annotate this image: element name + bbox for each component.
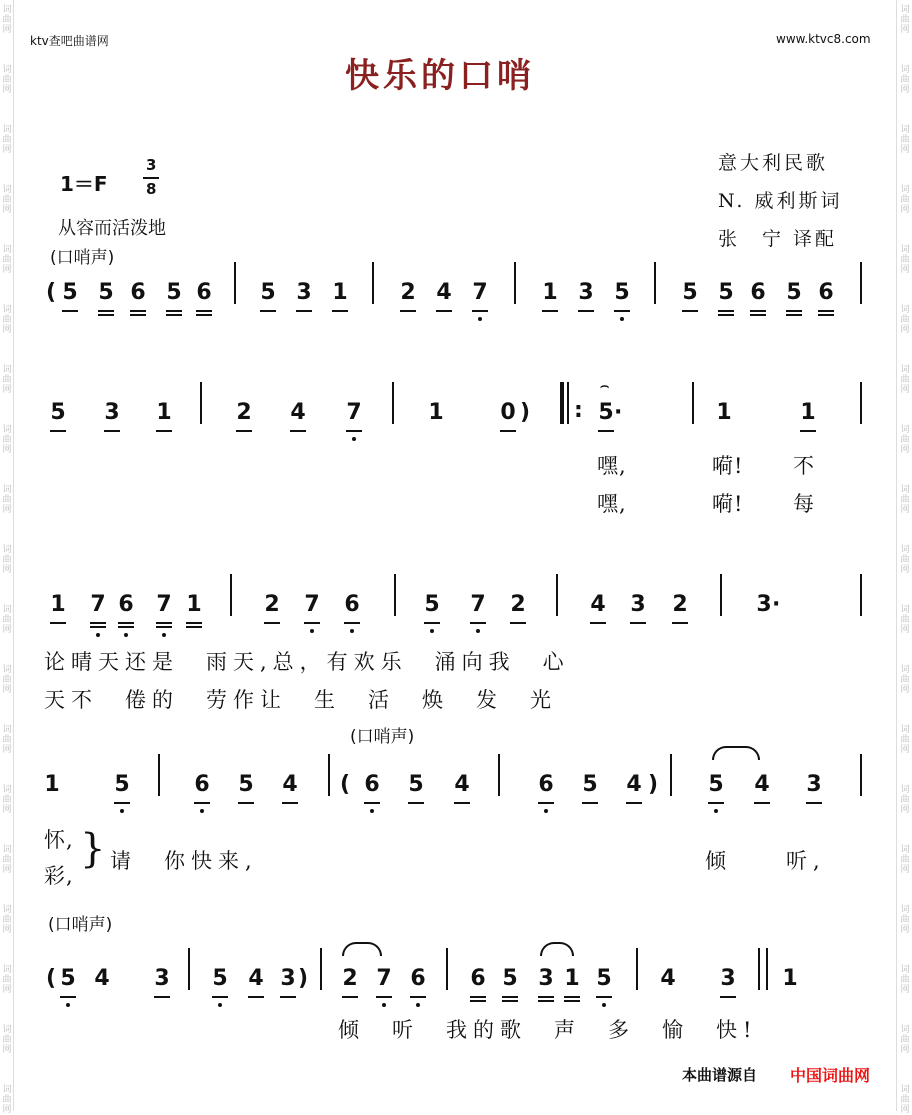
score-note: 5	[408, 772, 424, 797]
bar-line	[200, 382, 202, 424]
bar-line	[758, 948, 760, 990]
score-note: 5	[50, 400, 66, 425]
underline-beam	[296, 310, 312, 312]
score-note: 5	[238, 772, 254, 797]
watermark-text: 词 曲 网	[2, 485, 12, 515]
score-note: 5	[786, 280, 802, 305]
underline-beam	[344, 622, 360, 624]
underline-beam	[98, 310, 114, 312]
watermark-text: 词 曲 网	[900, 965, 910, 995]
watermark-text: 词 曲 网	[2, 365, 12, 395]
underline-beam	[538, 996, 554, 998]
underline-beam	[818, 314, 834, 316]
score-note: 5	[596, 966, 612, 991]
score-note: 1	[716, 400, 732, 425]
octave-dot	[478, 317, 482, 321]
bar-line	[372, 262, 374, 304]
underline-beam	[90, 622, 106, 624]
underline-beam	[280, 996, 296, 998]
lyric-cai: 彩,	[44, 864, 74, 888]
score-note: 7	[376, 966, 392, 991]
underline-beam	[98, 314, 114, 316]
lyric-hey-2: 嘿,	[597, 492, 627, 516]
slur-arc	[342, 942, 382, 956]
whistle-label-2: (口哨声)	[350, 727, 415, 747]
bar-line	[636, 948, 638, 990]
watermark-text: 词 曲 网	[2, 305, 12, 335]
score-note: 5	[708, 772, 724, 797]
score-note: 6	[118, 592, 134, 617]
bar-line	[514, 262, 516, 304]
score-note: 2	[510, 592, 526, 617]
time-sig-line	[143, 177, 159, 179]
watermark-text: 词 曲 网	[2, 1025, 12, 1055]
score-note: 6	[196, 280, 212, 305]
score-note: 6	[750, 280, 766, 305]
tempo-marking: 从容而活泼地	[58, 218, 166, 239]
score-note: 4	[290, 400, 306, 425]
underline-beam	[264, 622, 280, 624]
whistle-label-1: (口哨声)	[50, 248, 115, 268]
underline-beam	[436, 310, 452, 312]
score-symbol: )	[520, 400, 531, 425]
watermark-text: 词 曲 网	[900, 305, 910, 335]
score-note: 1	[50, 592, 66, 617]
underline-beam	[282, 802, 298, 804]
watermark-text: 词 曲 网	[2, 785, 12, 815]
site-url-right: www.ktvc8.com	[776, 32, 871, 46]
score-note: 5	[212, 966, 228, 991]
score-symbol: )	[648, 772, 659, 797]
source-site: 中国词曲网	[790, 1066, 871, 1085]
underline-beam	[130, 310, 146, 312]
octave-dot	[162, 633, 166, 637]
score-note: 5	[166, 280, 182, 305]
score-note: 1	[156, 400, 172, 425]
underline-beam	[62, 310, 78, 312]
score-note: 7	[472, 280, 488, 305]
score-note: 3	[538, 966, 554, 991]
score-note: 1	[800, 400, 816, 425]
octave-dot	[200, 809, 204, 813]
underline-beam	[346, 430, 362, 432]
underline-beam	[720, 996, 736, 998]
score-note: 7	[470, 592, 486, 617]
octave-dot	[96, 633, 100, 637]
score-note: 5	[114, 772, 130, 797]
underline-beam	[156, 622, 172, 624]
score-note: 6	[470, 966, 486, 991]
bar-line	[860, 754, 862, 796]
underline-beam	[166, 314, 182, 316]
brace-icon: }	[80, 826, 107, 872]
score-note: 6	[194, 772, 210, 797]
underline-beam	[538, 1000, 554, 1002]
underline-beam	[510, 622, 526, 624]
lyric-final-line: 倾 听 我的歌 声 多 愉 快!	[338, 1018, 758, 1042]
lyric-bu: 不	[793, 454, 815, 478]
score-note: 3	[154, 966, 170, 991]
watermark-text: 词 曲 网	[900, 545, 910, 575]
underline-beam	[156, 430, 172, 432]
underline-beam	[342, 996, 358, 998]
underline-beam	[400, 310, 416, 312]
score-note: 2	[236, 400, 252, 425]
score-note: 5	[682, 280, 698, 305]
bar-line	[230, 574, 232, 616]
underline-beam	[470, 622, 486, 624]
lyric-come-quick: 请 你快来,	[110, 849, 258, 873]
score-note: 2	[400, 280, 416, 305]
score-symbol: :	[574, 398, 583, 423]
watermark-text: 词 曲 网	[900, 5, 910, 35]
octave-dot	[124, 633, 128, 637]
score-note: 4	[660, 966, 676, 991]
underline-beam	[60, 996, 76, 998]
key-signature: 1＝F	[60, 172, 108, 196]
underline-beam	[194, 802, 210, 804]
underline-beam	[718, 314, 734, 316]
underline-beam	[196, 314, 212, 316]
score-note: 3	[630, 592, 646, 617]
underline-beam	[502, 1000, 518, 1002]
score-note: 1	[564, 966, 580, 991]
underline-beam	[500, 430, 516, 432]
underline-beam	[786, 310, 802, 312]
watermark-text: 词 曲 网	[900, 725, 910, 755]
underline-beam	[454, 802, 470, 804]
octave-dot	[714, 809, 718, 813]
underline-beam	[470, 1000, 486, 1002]
octave-dot	[544, 809, 548, 813]
score-note: 1	[542, 280, 558, 305]
score-symbol: (	[340, 772, 351, 797]
watermark-text: 词 曲 网	[900, 65, 910, 95]
score-note: 5	[502, 966, 518, 991]
score-note: 1	[332, 280, 348, 305]
underline-beam	[248, 996, 264, 998]
score-note: 5	[260, 280, 276, 305]
watermark-text: 词 曲 网	[900, 785, 910, 815]
underline-beam	[718, 310, 734, 312]
underline-beam	[236, 430, 252, 432]
octave-dot	[416, 1003, 420, 1007]
score-note: 6	[538, 772, 554, 797]
underline-beam	[290, 430, 306, 432]
bar-line	[392, 382, 394, 424]
score-note: 5	[62, 280, 78, 305]
lyric-ho-2: 嗬!	[712, 492, 744, 516]
score-note: 1	[44, 772, 60, 797]
bar-line	[328, 754, 330, 796]
watermark-text: 词 曲 网	[900, 185, 910, 215]
score-note: 2	[264, 592, 280, 617]
score-symbol: (	[46, 966, 57, 991]
underline-beam	[538, 802, 554, 804]
underline-beam	[672, 622, 688, 624]
underline-beam	[626, 802, 642, 804]
score-note: 2	[342, 966, 358, 991]
underline-beam	[212, 996, 228, 998]
score-note: 6	[818, 280, 834, 305]
octave-dot	[382, 1003, 386, 1007]
underline-beam	[50, 430, 66, 432]
underline-beam	[614, 310, 630, 312]
bar-line	[654, 262, 656, 304]
watermark-text: 词 曲 网	[2, 905, 12, 935]
watermark-text: 词 曲 网	[2, 425, 12, 455]
credit-lyricist: N. 威利斯词	[718, 190, 843, 212]
bar-line	[692, 382, 694, 424]
watermark-text: 词 曲 网	[900, 365, 910, 395]
time-sig-bottom: 8	[146, 180, 157, 198]
watermark-text: 词 曲 网	[900, 245, 910, 275]
score-note: 1	[782, 966, 798, 991]
underline-beam	[564, 996, 580, 998]
underline-beam	[364, 802, 380, 804]
octave-dot	[66, 1003, 70, 1007]
underline-beam	[196, 310, 212, 312]
score-note: 4	[454, 772, 470, 797]
underline-beam	[186, 626, 202, 628]
watermark-text: 词 曲 网	[2, 5, 12, 35]
watermark-text: 词 曲 网	[900, 605, 910, 635]
slur-arc	[712, 746, 760, 760]
underline-beam	[598, 430, 614, 432]
score-note: 5	[614, 280, 630, 305]
watermark-text: 词 曲 网	[2, 245, 12, 275]
score-note: 3	[756, 592, 772, 617]
bar-line	[498, 754, 500, 796]
score-note: 3	[280, 966, 296, 991]
octave-dot	[352, 437, 356, 441]
score-note: 3	[578, 280, 594, 305]
watermark-text: 词 曲 网	[2, 845, 12, 875]
credit-translator: 张 宁 译配	[718, 228, 838, 250]
score-symbol: ⌢	[600, 378, 610, 394]
watermark-text: 词 曲 网	[2, 605, 12, 635]
underline-beam	[424, 622, 440, 624]
credit-origin: 意大利民歌	[718, 152, 829, 174]
score-note: 4	[282, 772, 298, 797]
bar-line	[860, 382, 862, 424]
score-note: 3	[806, 772, 822, 797]
octave-dot	[310, 629, 314, 633]
score-symbol: ·	[772, 592, 781, 617]
underline-beam	[786, 314, 802, 316]
underline-beam	[806, 802, 822, 804]
underline-beam	[114, 802, 130, 804]
octave-dot	[430, 629, 434, 633]
score-note: 7	[156, 592, 172, 617]
underline-beam	[564, 1000, 580, 1002]
bar-line	[158, 754, 160, 796]
bar-line	[188, 948, 190, 990]
bar-line	[860, 574, 862, 616]
lyric-listen: 倾 听,	[705, 849, 826, 873]
lyric-huai: 怀,	[44, 828, 74, 852]
underline-beam	[118, 626, 134, 628]
score-note: 4	[590, 592, 606, 617]
watermark-text: 词 曲 网	[900, 1085, 910, 1115]
watermark-text: 词 曲 网	[900, 485, 910, 515]
score-note: 5	[424, 592, 440, 617]
score-note: 5	[60, 966, 76, 991]
bar-line	[556, 574, 558, 616]
score-symbol: )	[298, 966, 309, 991]
score-note: 5	[718, 280, 734, 305]
source-label: 本曲谱源自	[682, 1066, 758, 1084]
underline-beam	[410, 996, 426, 998]
lyric-hey-1: 嘿,	[597, 454, 627, 478]
underline-beam	[708, 802, 724, 804]
score-note: 4	[248, 966, 264, 991]
underline-beam	[238, 802, 254, 804]
watermark-text: 词 曲 网	[900, 425, 910, 455]
underline-beam	[90, 626, 106, 628]
watermark-text: 词 曲 网	[2, 125, 12, 155]
underline-beam	[750, 314, 766, 316]
watermark-text: 词 曲 网	[2, 1085, 12, 1115]
underline-beam	[472, 310, 488, 312]
bar-line	[560, 382, 564, 424]
bar-line	[766, 948, 768, 990]
bar-line	[567, 382, 569, 424]
lyric-verse1-line: 论晴天还是 雨天,总，有欢乐 涌向我 心	[44, 650, 570, 674]
watermark-text: 词 曲 网	[2, 965, 12, 995]
underline-beam	[470, 996, 486, 998]
underline-beam	[260, 310, 276, 312]
score-note: 2	[672, 592, 688, 617]
underline-beam	[630, 622, 646, 624]
underline-beam	[590, 622, 606, 624]
score-note: 6	[344, 592, 360, 617]
score-note: 5	[582, 772, 598, 797]
underline-beam	[754, 802, 770, 804]
score-note: 7	[346, 400, 362, 425]
bar-line	[234, 262, 236, 304]
watermark-text: 词 曲 网	[2, 185, 12, 215]
underline-beam	[304, 622, 320, 624]
underline-beam	[118, 622, 134, 624]
score-note: 7	[304, 592, 320, 617]
lyric-mei: 每	[793, 492, 815, 516]
octave-dot	[350, 629, 354, 633]
underline-beam	[154, 996, 170, 998]
underline-beam	[186, 622, 202, 624]
score-note: 6	[410, 966, 426, 991]
watermark-text: 词 曲 网	[900, 125, 910, 155]
bar-line	[320, 948, 322, 990]
score-note: 1	[186, 592, 202, 617]
score-note: 4	[626, 772, 642, 797]
underline-beam	[578, 310, 594, 312]
slur-arc	[540, 942, 574, 956]
score-note: 7	[90, 592, 106, 617]
octave-dot	[370, 809, 374, 813]
score-note: 5	[598, 400, 614, 425]
underline-beam	[800, 430, 816, 432]
underline-beam	[156, 626, 172, 628]
octave-dot	[620, 317, 624, 321]
watermark-text: 词 曲 网	[2, 725, 12, 755]
bar-line	[720, 574, 722, 616]
bar-line	[394, 574, 396, 616]
underline-beam	[542, 310, 558, 312]
watermark-text: 词 曲 网	[900, 845, 910, 875]
score-symbol: (	[46, 280, 57, 305]
underline-beam	[818, 310, 834, 312]
score-symbol: ·	[614, 400, 623, 425]
underline-beam	[166, 310, 182, 312]
watermark-text: 词 曲 网	[900, 1025, 910, 1055]
underline-beam	[408, 802, 424, 804]
site-name-left: ktv查吧曲谱网	[30, 34, 109, 48]
octave-dot	[602, 1003, 606, 1007]
watermark-text: 词 曲 网	[2, 665, 12, 695]
octave-dot	[476, 629, 480, 633]
score-note: 6	[130, 280, 146, 305]
watermark-text: 词 曲 网	[900, 905, 910, 935]
bar-line	[860, 262, 862, 304]
whistle-label-3: (口哨声)	[48, 915, 113, 935]
octave-dot	[120, 809, 124, 813]
score-note: 5	[98, 280, 114, 305]
underline-beam	[682, 310, 698, 312]
score-note: 4	[754, 772, 770, 797]
score-note: 3	[296, 280, 312, 305]
octave-dot	[218, 1003, 222, 1007]
bar-line	[446, 948, 448, 990]
watermark-text: 词 曲 网	[2, 65, 12, 95]
lyric-ho-1: 嗬!	[712, 454, 744, 478]
watermark-text: 词 曲 网	[900, 665, 910, 695]
time-sig-top: 3	[146, 156, 157, 174]
underline-beam	[596, 996, 612, 998]
underline-beam	[376, 996, 392, 998]
score-note: 4	[436, 280, 452, 305]
underline-beam	[750, 310, 766, 312]
underline-beam	[104, 430, 120, 432]
score-note: 3	[104, 400, 120, 425]
watermark-text: 词 曲 网	[2, 545, 12, 575]
score-note: 0	[500, 400, 516, 425]
song-title: 快乐的口哨	[345, 56, 535, 96]
underline-beam	[130, 314, 146, 316]
lyric-verse2-line: 天不 倦的 劳作让 生 活 焕 发 光	[44, 688, 557, 712]
underline-beam	[582, 802, 598, 804]
score-note: 6	[364, 772, 380, 797]
underline-beam	[502, 996, 518, 998]
score-note: 4	[94, 966, 110, 991]
underline-beam	[332, 310, 348, 312]
underline-beam	[50, 622, 66, 624]
score-note: 3	[720, 966, 736, 991]
bar-line	[670, 754, 672, 796]
score-note: 1	[428, 400, 444, 425]
